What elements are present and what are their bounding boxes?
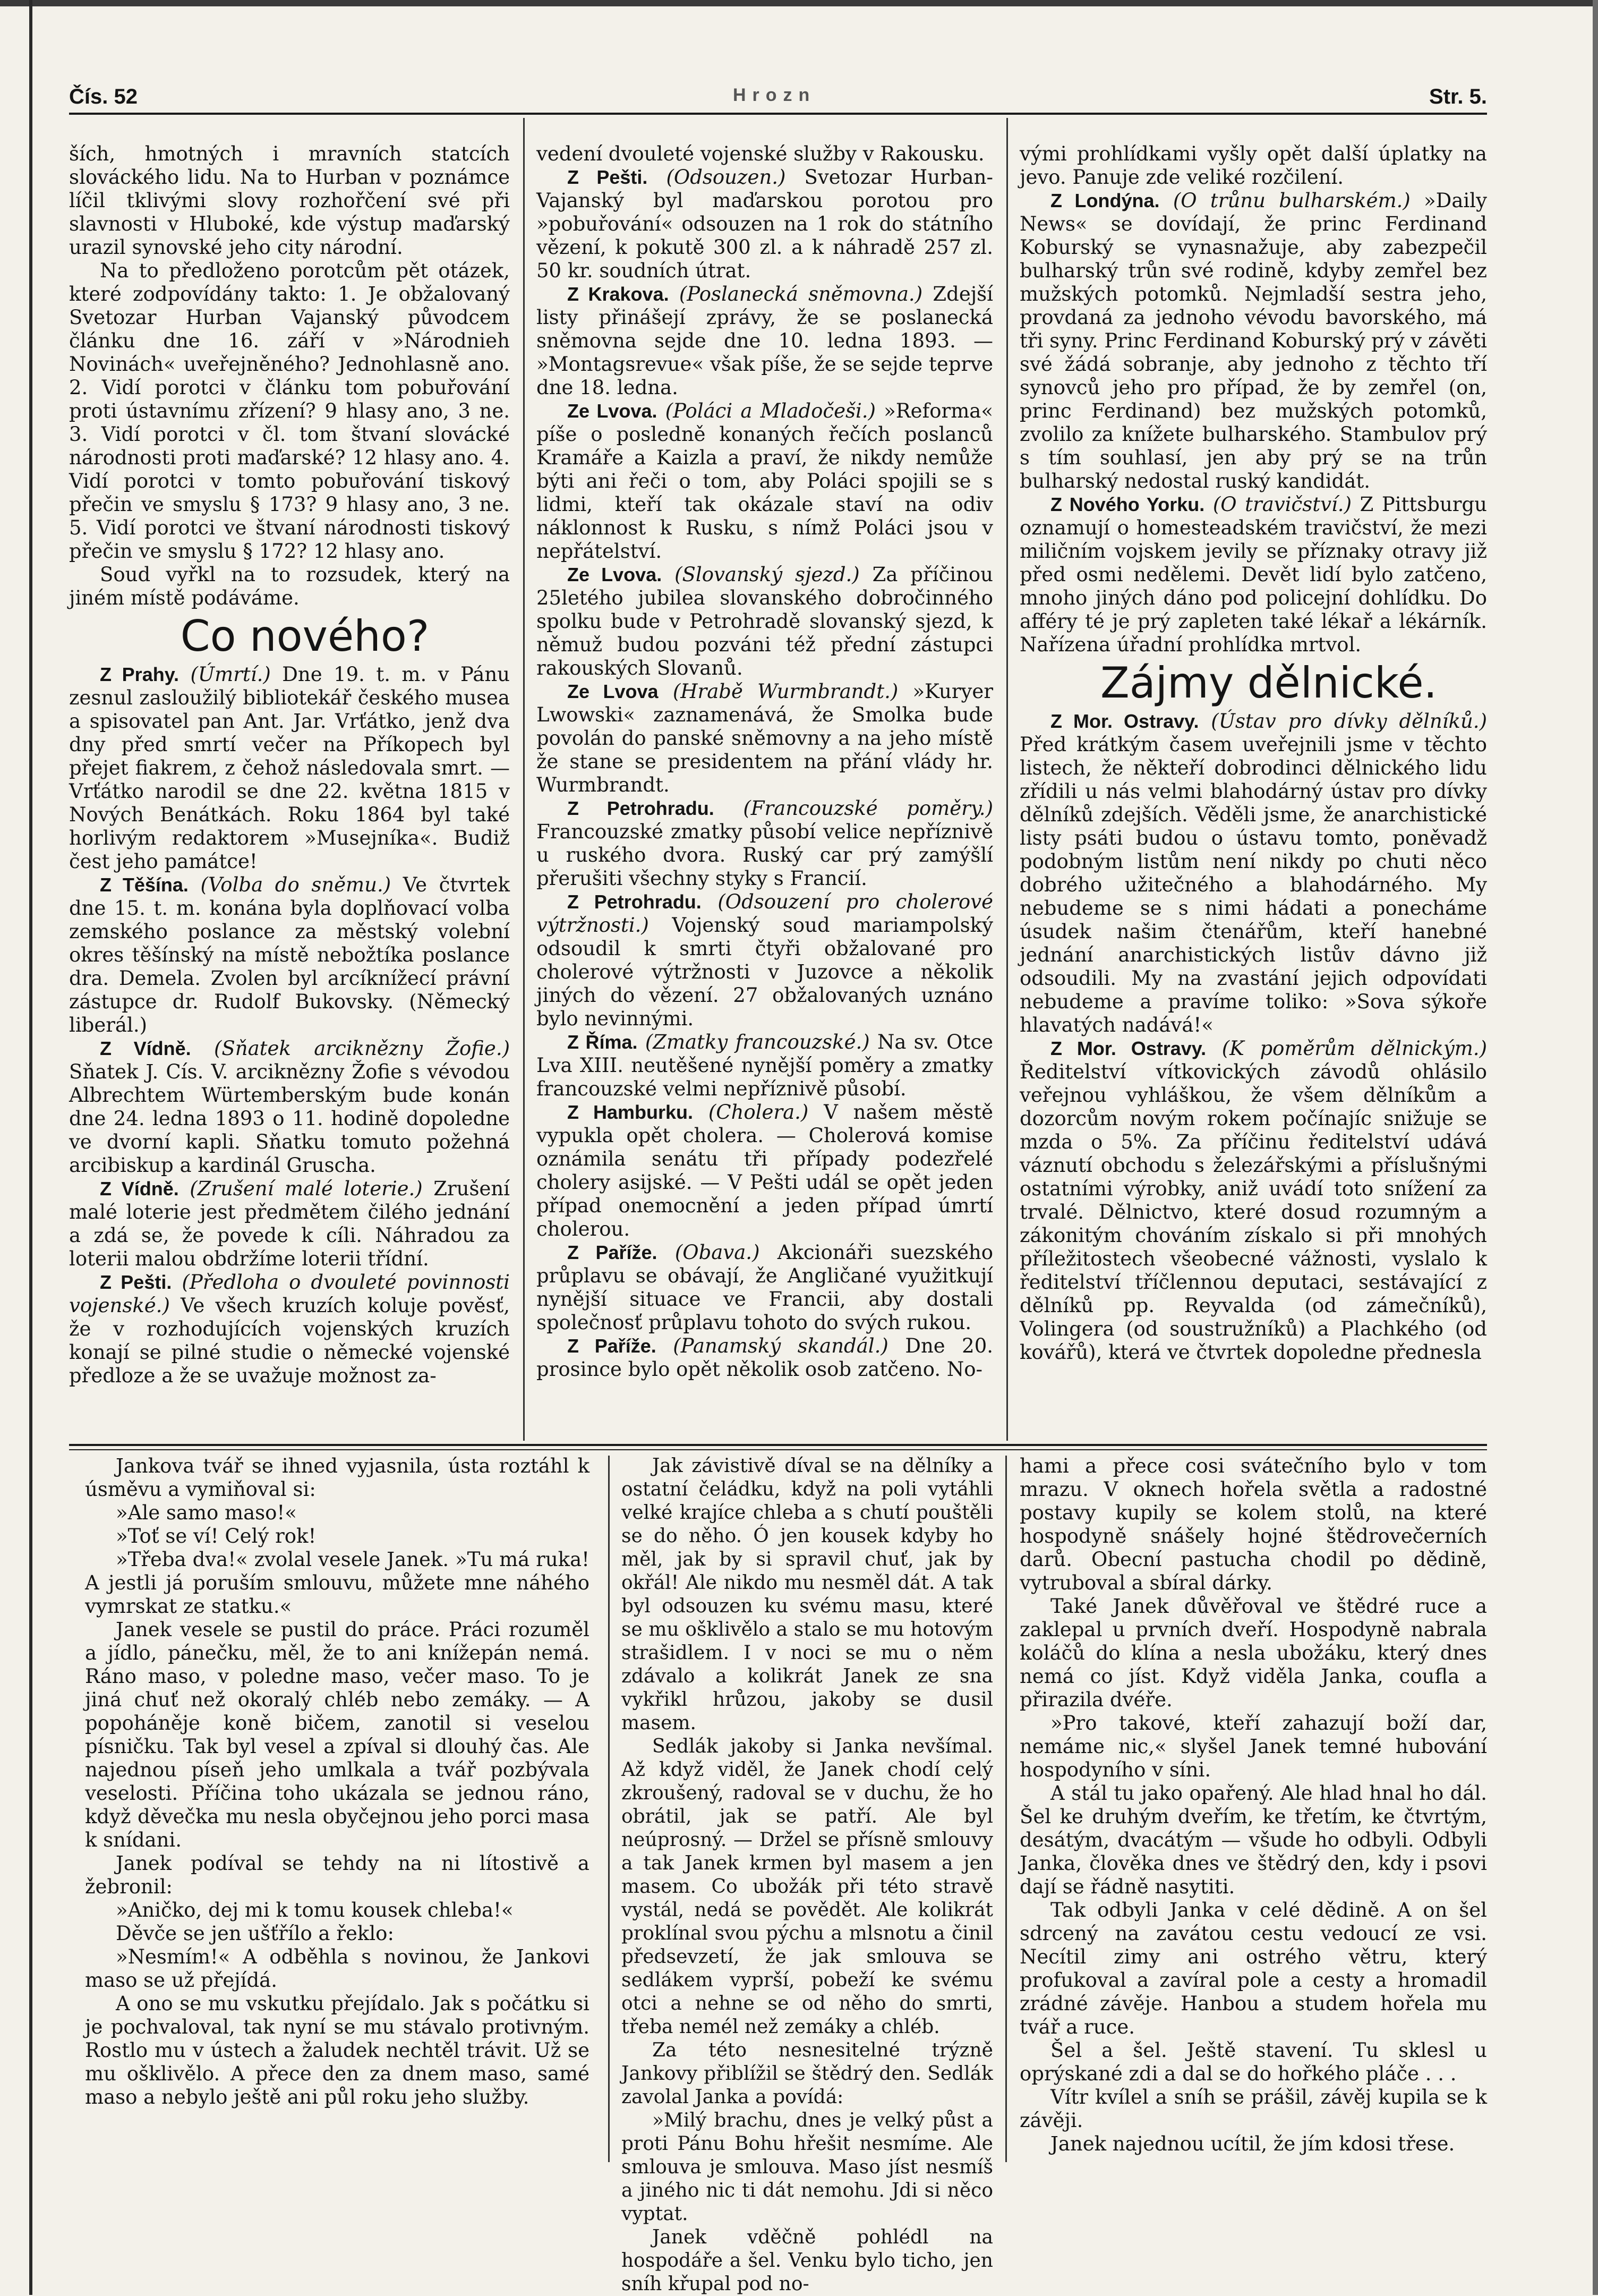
story-paragraph: Tak odbyli Janka v celé dědině. A on šel sdrcený na zavátou cestu vedoucí ze vsi. Necítil zimy ani ostrého větru, který profukoval a zavíral pole a cesty a hromadil zrádné závěje. Hanbou a studem hořela mu tvář a ruce. xyxy=(1020,1899,1487,2038)
section-heading: Zájmy dělnické. xyxy=(1100,658,1438,708)
news-item xyxy=(69,873,510,1037)
news-item xyxy=(1020,1037,1487,1364)
story-paragraph: hami a přece cosi svátečního bylo v tom mrazu. V oknech hořela světla a radostné postavy kupily se kolem stolů, na které hospodyně snášely hojné štědrovečerních darů. Obecní pastucha chodil po dědině, vytruboval a sbíral dárky. xyxy=(1020,1455,1487,1594)
story-paragraph: »Nesmím!« A odběhla s novinou, že Jankovi maso se už přejídá. xyxy=(85,1945,589,1992)
scan-left-edge xyxy=(29,0,32,2295)
item-text: Před krátkým časem uveřejnili jsme v těchto listech, že někteří dobrodinci dělnického lidu zřídili u nás velmi blahodárný ústav pro dívky dělníků zdejších. Věděli jsme, že anarchistické listy psáti budou o ústavu tomto, poněvadž podobným listům není nikdy po chuti něco dobrého užitečného a blahodárného. My nebudeme se s nimi hádati a ponecháme úsudek našim čtenářům, kteří hanebné jednání anarchistických listův dávno již odsoudili. My na zvastání jejich odpovídati nebudeme a pravíme toliko: »Sova sýkoře hlavatých nadává!« xyxy=(1020,733,1487,1036)
story-paragraph: Za této nesnesitelné trýzně Jankovy přiblížil se štědrý den. Sedlák zavolal Janka a povídá: xyxy=(621,2039,993,2108)
item-text: Sňatek J. Cís. V. arciknězny Žofie s vévodou Albrechtem Würtemberským bude konán dne 24. ledna 1893 o 11. hodině dopoledne ve dvorní kapli. Sňatku tomuto požehná arcibiskup a kardinál Gruscha. xyxy=(69,1060,510,1177)
dateline: Ze Lvova. xyxy=(567,564,662,585)
item-text: Dne 19. t. m. v Pánu zesnul zasloužilý bibliotekář českého musea a spisovatel pan Ant. Jar. Vrťátko, jenž dva dny před smrtí večer na Příkopech byl přejet fiakrem, z čehož následovala smrt. — Vrťátko narodil se dne 22. května 1815 v Nových Benátkách. Roku 1864 byl také horlivým redaktorem »Musejníka«. Budiž čest jeho památce! xyxy=(69,663,510,873)
scan-top-edge xyxy=(0,0,1598,6)
feuilleton-rule xyxy=(69,1449,1487,1450)
item-text: »Reforma« píše o posledně konaných řečích poslanců Kramáře a Kaizla a praví, že nikdy nemůže býti ani řeči o tom, aby Poláci spojili se s lidmi, kteří tak okázale staví na odiv náklonnost k Rusku, s nímž Poláci jsou v nepřátelství. xyxy=(536,399,994,563)
news-item xyxy=(536,797,993,890)
dateline: Z Říma. xyxy=(567,1031,638,1053)
dateline: Z Paříže. xyxy=(567,1335,656,1357)
issue-number: Čís. 52 xyxy=(69,85,138,108)
section-heading: Co nového? xyxy=(180,611,430,661)
story-paragraph: Janek podíval se tehdy na ni lítostivě a žebronil: xyxy=(85,1852,589,1898)
story-column-1 xyxy=(85,1455,589,2109)
dateline: Z Hamburku. xyxy=(567,1101,694,1123)
news-item xyxy=(536,563,993,680)
column-divider xyxy=(1006,118,1008,1441)
item-text: Z Pittsburgu oznamují o homesteadském travičství, že mezi miličním vojskem jevily se příznaky otravy již před osmi nedělemi. Devět lidí bylo zatčeno, mnoho jiných dáno pod policejní dohlídku. Do afféry té je prý zapleten také lékař a lékárník. Nařízena úřadní prohlídka mrtvol. xyxy=(1020,493,1487,656)
news-item xyxy=(1020,189,1487,493)
dateline: Z Paříže. xyxy=(567,1241,657,1263)
item-title: (Cholera.) xyxy=(708,1101,809,1124)
item-text: V našem městě vypukla opět cholera. — Cholerová komise oznámila senátu tři případy podezřelé cholery asijské. — V Pešti udál se opět jeden případ onemocnění a jeden případ úmrtí cholerou. xyxy=(536,1101,994,1240)
dateline: Z Prahy. xyxy=(100,664,180,685)
story-paragraph: »Třeba dva!« zvolal vesele Janek. »Tu má ruka! A jestli já poruším smlouvu, můžete mne náhého vymrskat ze statku.« xyxy=(85,1548,589,1618)
item-text: Na sv. Otce Lva XIII. neutěšené nynější poměry a zmatky francouzské velmi nepříznivě působí. xyxy=(536,1031,994,1100)
news-item xyxy=(69,663,510,873)
item-text: Akcionáři suezského průplavu se obávají, že Angličané využitkují nynější situace ve Francii, aby dostali společnosť průplavu tohoto do svých rukou. xyxy=(536,1241,994,1334)
item-text: Ve všech kruzích koluje pověsť, že v rozhodujících vojenských kruzích konají se pilné studie o německé vojenské předloze a že se uvažuje možnost za- xyxy=(69,1294,510,1387)
page-header xyxy=(69,80,1487,112)
story-paragraph: Vítr kvílel a sníh se prášil, závěj kupila se k závěji. xyxy=(1020,2086,1487,2132)
article-text: vými prohlídkami vyšly opět další úplatky na jevo. Panuje zde veliké rozčilení. xyxy=(1020,142,1487,189)
dateline: Z Mor. Ostravy. xyxy=(1050,1038,1207,1059)
dateline: Z Petrohradu. xyxy=(567,891,702,913)
item-text: Svetozar Hurban-Vajanský byl maďarskou porotou pro »pobuřování« odsouzen na 1 rok do státního vězení, k pokutě 300 zl. a k náhradě 257 zl. 50 kr. soudních útrat. xyxy=(536,166,994,282)
news-item xyxy=(69,1271,510,1388)
item-text: Francouzské zmatky působí velice nepříznivě u ruského dvora. Ruský car prý zamýšlí přerušiti všechny styky s Francií. xyxy=(536,820,993,890)
dateline: Z Vídně. xyxy=(100,1178,179,1200)
news-column-3 xyxy=(1020,142,1487,1364)
dateline: Z Pešti. xyxy=(567,166,648,188)
item-title: (Zrušení malé loterie.) xyxy=(190,1177,423,1200)
item-title: (Obava.) xyxy=(674,1241,760,1264)
dateline: Ze Lvova xyxy=(567,681,659,702)
story-paragraph: »Toť se ví! Celý rok! xyxy=(116,1525,317,1547)
page-number: Str. 5. xyxy=(1429,85,1487,108)
story-paragraph: Také Janek důvěřoval ve štědré ruce a zaklepal u prvních dveří. Hospodyně nabrala koláčů do klína a nesla ubožáku, který dnes nemá co jíst. Když viděla Janka, coufla a přirazila dvéře. xyxy=(1020,1595,1487,1711)
column-divider xyxy=(608,1456,610,2162)
story-paragraph: »Aničko, dej mi k tomu kousek chleba!« xyxy=(116,1899,514,1921)
news-item xyxy=(536,1241,993,1334)
item-title: (Volba do sněmu.) xyxy=(200,873,391,896)
item-title: (Poláci a Mladočeši.) xyxy=(665,399,876,422)
item-title: (Francouzské poměry.) xyxy=(743,797,993,820)
masthead-title: Hrozn xyxy=(733,85,816,105)
story-paragraph: Šel a šel. Ještě stavení. Tu sklesl u oprýskané zdi a dal se do hořkého pláče . . . xyxy=(1020,2039,1487,2085)
news-item xyxy=(1020,710,1487,1037)
news-item xyxy=(536,166,993,283)
scan-right-edge xyxy=(1593,0,1598,2295)
news-column-2 xyxy=(536,142,993,1381)
article-text: vedení dvouleté vojenské služby v Rakousku. xyxy=(536,142,985,165)
item-title: (Sňatek arciknězny Žofie.) xyxy=(214,1037,510,1060)
news-item xyxy=(536,1101,993,1241)
story-paragraph: A stál tu jako opařený. Ale hlad hnal ho dál. Šel ke druhým dveřím, ke třetím, ke čtvrtým, desátým, dvacátým — všude ho odbyli. Odbyli Janka, člověka dnes ve štědrý den, kdy i psovi dají se řádně nasytiti. xyxy=(1020,1782,1487,1898)
story-paragraph: Jak závistivě díval se na dělníky a ostatní čeládku, když na poli vytáhli velké krajíce chleba a s chutí pouštěli se do něho. Ó jen kousek kdyby ho měl, jak by si spravil chuť, jak by okřál! Ale nikdo mu nesměl dát. A tak byl odsouzen ku svému masu, které se mu ošklivělo a stalo se mu hotovým strašidlem. I v noci se mu o něm zdávalo a kolikrát Janek ze sna vykřikl hrůzou, jakoby se dusil masem. xyxy=(621,1455,993,1734)
item-title: (K poměrům dělnickým.) xyxy=(1221,1037,1487,1060)
dateline: Z Nového Yorku. xyxy=(1050,494,1205,515)
news-item xyxy=(69,1037,510,1177)
article-text: Na to předloženo porotcům pět otázek, které zodpovídány takto: 1. Je obžalovaný Svetozar Hurban Vajanský původcem článku dne 16. září v »Národnieh Novinách« uveřejněného? Jednohlasně ano. 2. Vidí porotci v článku tom pobuřování proti ústavnímu zřízení? 9 hlasy ano, 3 ne. 3. Vidí porotci v čl. tom štvaní slovácké národnosti proti maďarské? 12 hlasy ano. 4. Vidí porotci v tomto pobuřování tiskový přečin ve smyslu § 173? 9 hlasy ano, 3 ne. 5. Vidí porotci ve štvaní národnosti tiskový přečin ve smyslu § 172? 12 hlasy ano. xyxy=(69,259,510,563)
news-item xyxy=(536,1334,993,1381)
story-paragraph: Jankova tvář se ihned vyjasnila, ústa roztáhl k úsměvu a vymiňoval si: xyxy=(85,1455,589,1501)
news-item xyxy=(1020,493,1487,657)
dateline: Z Londýna. xyxy=(1050,190,1160,211)
item-title: (Zmatky francouzské.) xyxy=(645,1031,870,1053)
dateline: Z Petrohradu. xyxy=(567,797,714,819)
story-column-2 xyxy=(621,1455,993,2296)
item-title: (O trůnu bulharském.) xyxy=(1173,189,1411,212)
item-title: (Předloha o dvouleté povinnosti vojenské.) xyxy=(69,1271,510,1317)
item-text: »Kuryer Lwowski« zaznamenává, že Smolka bude povolán do panské sněmovny a na jeho místě že stane se presidentem na přání vlády hr. Wurmbrandt. xyxy=(536,680,993,796)
column-divider xyxy=(523,118,525,1441)
news-item xyxy=(536,1031,993,1101)
item-title: (Odsouzen.) xyxy=(666,166,786,189)
news-item xyxy=(69,1177,510,1271)
item-text: Vojenský soud mariampolský odsoudil k smrti čtyři obžalované pro cholerové výtržnosti v Juzovce a několik jiných do vězení. 27 obžalovaných uznáno bylo nevinnými. xyxy=(536,914,994,1030)
item-text: Ředitelství vítkovických závodů ohlásilo veřejnou vyhláškou, že všem dělníkům a dozorcům novým rokem počínajíc snižuje se mzda o 5%. Za příčinu ředitelství udává váznutí obchodu s železářskými a příslušnými ostatními výrobky, aniž uvádí toto snížení za trvalé. Dělnictvo, které dosud rozumným a zákonitým chováním získalo si při mnohých příležitostech všeobecné vážnosti, vyslalo k ředitelství tříčlennou deputaci, sestávající z dělníků pp. Reyvalda (od zámečníků), Volingera (od soustružníků) a Plachkého (od kovářů), která ve čtvrtek dopoledne přednesla xyxy=(1020,1060,1487,1364)
item-title: (Hrabě Wurmbrandt.) xyxy=(672,680,899,703)
story-column-3 xyxy=(1020,1455,1487,2156)
item-title: (Úmrtí.) xyxy=(190,663,271,686)
dateline: Ze Lvova. xyxy=(567,400,657,422)
item-text: Ve čtvrtek dne 15. t. m. konána byla doplňovací volba zemského poslance za městský volební okres těšínský na místě nebožtíka poslance dra. Demela. Zvolen byl arcíknížecí právní zástupce dr. Rudolf Bukovsky. (Německý liberál.) xyxy=(69,873,510,1036)
feuilleton-rule xyxy=(69,1444,1487,1446)
story-paragraph: »Pro takové, kteří zahazují boží dar, nemáme nic,« slyšel Janek temné hubování hospodyního v síni. xyxy=(1020,1712,1487,1781)
item-text: Zdejší listy přinášejí zprávy, že se poslanecká sněmovna sejde dne 10. ledna 1893. — »Montagsrevue« však píše, že se sejde teprve dne 18. ledna. xyxy=(536,283,994,399)
article-text: ších, hmotných i mravních statcích slováckého lidu. Na to Hurban v poznámce líčil tklivými slovy rozhořčení své při slavnosti v Hluboké, kde výstup maďarský urazil synovské jeho city národní. xyxy=(69,142,510,259)
item-text: Zrušení malé loterie jest předmětem čilého jednání a zdá se, že povede k cíli. Náhradou za loterii malou obdržíme loterii třídní. xyxy=(69,1177,510,1270)
story-paragraph: Děvče se jen ušťřílo a řeklo: xyxy=(116,1922,394,1945)
dateline: Z Pešti. xyxy=(100,1271,172,1293)
item-title: (Odsouzení pro cholerové výtržnosti.) xyxy=(536,890,993,937)
dateline: Z Mor. Ostravy. xyxy=(1050,710,1199,732)
item-text: »Daily News« se dovídají, že princ Ferdinand Koburský se vynasnažuje, aby zabezpečil bulharský trůn své rodině, kdyby zemřel bez mužských potomků. Nejmladší sestra jeho, provdaná za jednoho vévodu bavorského, má tři syny. Princ Ferdinand Koburský prý v závěti své žádá sobranje, aby jednoho z těchto tří synovců jeho pro případ, že by zemřel (on, princ Ferdinand) bez mužských potomků, zvolilo za knížete bulharského. Stambulov prý s tím souhlasí, jen aby prý se na trůn bulharský nedostal ruský kandidát. xyxy=(1020,189,1487,492)
news-item xyxy=(536,283,993,399)
item-title: (Slovanský sjezd.) xyxy=(674,563,860,586)
story-paragraph: Janek vděčně pohlédl na hospodáře a šel. Venku bylo ticho, jen sníh křupal pod no- xyxy=(621,2226,993,2295)
news-column-1 xyxy=(69,142,510,1388)
item-text: Za příčinou 25letého jubilea slovanského dobročinného spolku bude v Petrohradě slovanský sjezd, k němuž budou pozváni též přední zástupci rakouských Slovanů. xyxy=(536,563,994,679)
news-item xyxy=(536,399,993,563)
dateline: Z Vídně. xyxy=(100,1038,191,1059)
story-paragraph: A ono se mu vskutku přejídalo. Jak s počátku si je pochvaloval, tak nyní se mu stávalo protivným. Rostlo mu v ústech a žaludek nechtěl trávit. Už se mu ošklivělo. A přece den za dnem maso, samé maso a nebylo ještě ani půl roku jeho služby. xyxy=(85,1992,589,2108)
item-title: (Poslanecká sněmovna.) xyxy=(679,283,923,305)
dateline: Z Těšína. xyxy=(100,874,189,896)
story-paragraph: Janek vesele se pustil do práce. Práci rozuměl a jídlo, pánečku, měl, že to ani knížepán nemá. Ráno maso, v poledne maso, večer maso. To je jiná chuť než okoralý chléb nebo zemáky. — A popoháněje koně bičem, zanotil si veselou písničku. Tak byl vesel a zpíval si dlouhý čas. Ale najednou píseň jeho umlkala a tvář pozbývala veselosti. Příčina toho ukázala se jednou ráno, když děvečka mu nesla obyčejnou jeho porci masa k snídani. xyxy=(85,1618,589,1851)
item-title: (O travičství.) xyxy=(1212,493,1352,516)
news-item xyxy=(536,680,993,797)
column-divider xyxy=(1005,1456,1007,2162)
item-text: Dne 20. prosince bylo opět několik osob zatčeno. No- xyxy=(536,1334,994,1381)
story-paragraph: Janek najednou ucítil, že jím kdosi třese. xyxy=(1050,2132,1455,2155)
item-title: (Panamský skandál.) xyxy=(673,1334,888,1357)
story-paragraph: »Milý brachu, dnes je velký půst a proti Pánu Bohu hřešit nesmíme. Ale smlouva je smlouva. Maso jíst nesmíš a jiného nic ti dát nemohu. Jdi si něco vyptat. xyxy=(621,2110,993,2225)
news-item xyxy=(536,890,993,1031)
dateline: Z Krakova. xyxy=(567,283,669,305)
story-paragraph: »Ale samo maso!« xyxy=(116,1501,297,1524)
item-title: (Ústav pro dívky dělníků.) xyxy=(1211,710,1488,733)
article-text: Soud vyřkl na to rozsudek, který na jiném místě podáváme. xyxy=(69,563,510,609)
header-rule xyxy=(69,113,1487,115)
story-paragraph: Sedlák jakoby si Janka nevšímal. Až když viděl, že Janek chodí celý zkroušený, radoval se v duchu, že ho obrátil, jak se patří. Ale byl neúprosný. — Držel se přísně smlouvy a tak Janek krmen byl masem a jen masem. Co ubožák při této stravě vystál, nedá se povědět. Ale kolikrát proklínal svou pýchu a mlsnotu a činil předsevzetí, že jak smlouva se sedlákem vyprší, pobeží ke svému otci a nehne se od něho do smrti, třeba nemél než zemáky a chléb. xyxy=(621,1736,993,2038)
